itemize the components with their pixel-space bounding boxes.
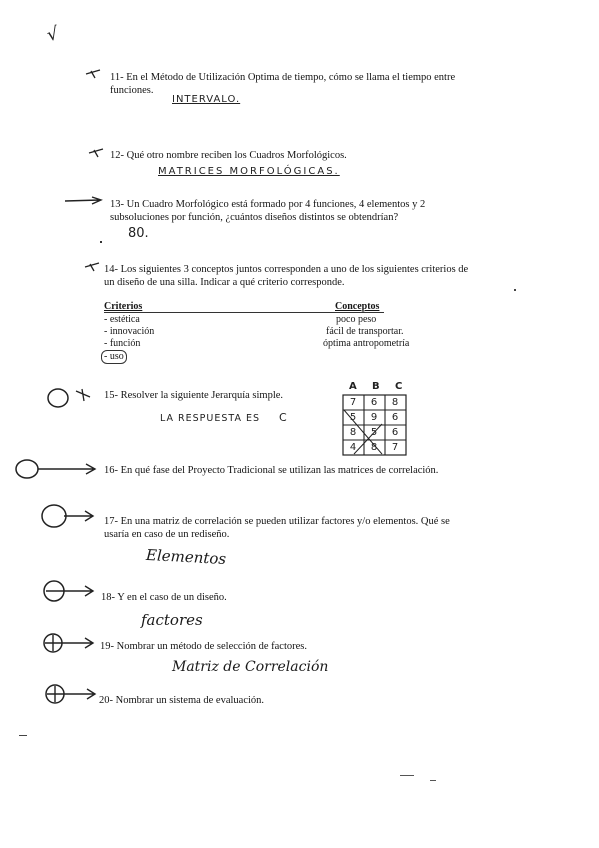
grid-cell: 9 [370,412,378,423]
grid-cell: 8 [349,427,357,438]
question-14-line2: un diseño de una silla. Indicar a qué criterio corresponde. [104,276,345,288]
hierarchy-grid [339,381,413,461]
top-margin-mark: √ [44,23,61,46]
circle-arrow-mark-icon [14,458,98,480]
answer-12: MATRICES MORFOLÓGICAS. [158,166,340,177]
answer-17: Elementos [145,545,227,569]
answer-13: 80. [128,226,149,241]
circle-arrow-mark-icon [42,632,96,654]
question-17 [104,516,492,541]
question-17-line2: usaría en caso de un rediseño. [104,528,230,540]
circle-mark-icon [46,385,92,411]
arrow-mark-icon [64,196,104,206]
question-12 [110,150,530,163]
question-19 [100,641,420,654]
concept-item: fácil de transportar. [326,326,404,337]
question-20 [99,695,419,708]
tick-mark-icon [84,262,100,272]
question-14 [104,264,504,289]
tick-mark-icon [88,148,104,158]
grid-col-header: C [395,381,403,392]
question-18-line1: 18- Y en el caso de un diseño. [101,592,227,603]
question-15 [104,390,344,403]
answer-15: LA RESPUESTA ES [160,413,260,424]
scan-speck [514,289,516,291]
scan-speck [400,775,414,776]
question-13-line2: subsoluciones por función, ¿cuántos diseños distintos se obtendrían? [110,211,399,223]
question-20-line1: 20- Nombrar un sistema de evaluación. [99,695,265,706]
concept-item: óptima antropometría [323,338,410,349]
grid-col-header: B [372,381,380,392]
grid-cell: 6 [391,412,399,423]
question-12-line1: 12- Qué otro nombre reciben los Cuadros Morfológicos. [110,150,347,161]
scan-speck [100,241,102,243]
question-17-line1: 17- En una matriz de correlación se pueden utilizar factores y/o elementos. Qué se [104,516,450,527]
criteria-item: - innovación [104,326,155,337]
question-15-line1: 15- Resolver la siguiente Jerarquía simple. [104,390,284,401]
criteria-header: Criterios [104,301,143,312]
criteria-item-circled: - uso [101,350,127,364]
answer-11: INTERVALO. [172,94,241,105]
answer-19: Matriz de Correlación [172,659,329,675]
grid-cell: 4 [349,442,357,453]
question-18 [101,592,401,605]
circle-arrow-mark-icon [40,502,96,530]
circle-arrow-mark-icon [42,579,96,603]
grid-cell: 7 [349,397,357,408]
grid-cell: 6 [391,427,399,438]
scan-speck [430,780,436,781]
criteria-item: - función [104,338,141,349]
criteria-item: - estética [104,314,140,325]
grid-col-header: A [349,381,357,392]
grid-cell: 6 [370,397,378,408]
tick-mark-icon [85,69,101,79]
question-13-line1: 13- Un Cuadro Morfológico está formado por 4 funciones, 4 elementos y 2 [110,199,426,210]
question-14-line1: 14- Los siguientes 3 conceptos juntos corresponden a uno de los siguientes criterios de [104,264,469,275]
grid-cell: 5 [349,412,357,423]
answer-15-c: C [279,411,287,424]
grid-cell: 8 [391,397,399,408]
question-11-line2: funciones. [110,84,154,96]
concepts-header: Conceptos [335,301,380,312]
concept-item: poco peso [336,314,377,325]
question-19-line1: 19- Nombrar un método de selección de factores. [100,641,308,652]
question-11-line1: 11- En el Método de Utilización Optima de tiempo, cómo se llama el tiempo entre [110,72,456,83]
circle-arrow-mark-icon [44,683,98,705]
question-13 [110,199,502,224]
grid-cell: 5 [370,427,378,438]
answer-18: factores [141,611,203,629]
question-16-line1: 16- En qué fase del Proyecto Tradicional se utilizan las matrices de correlación. [104,465,439,476]
grid-cell: 8 [370,442,378,453]
grid-cell: 7 [391,442,399,453]
question-16 [104,465,504,478]
scan-speck [19,735,27,736]
